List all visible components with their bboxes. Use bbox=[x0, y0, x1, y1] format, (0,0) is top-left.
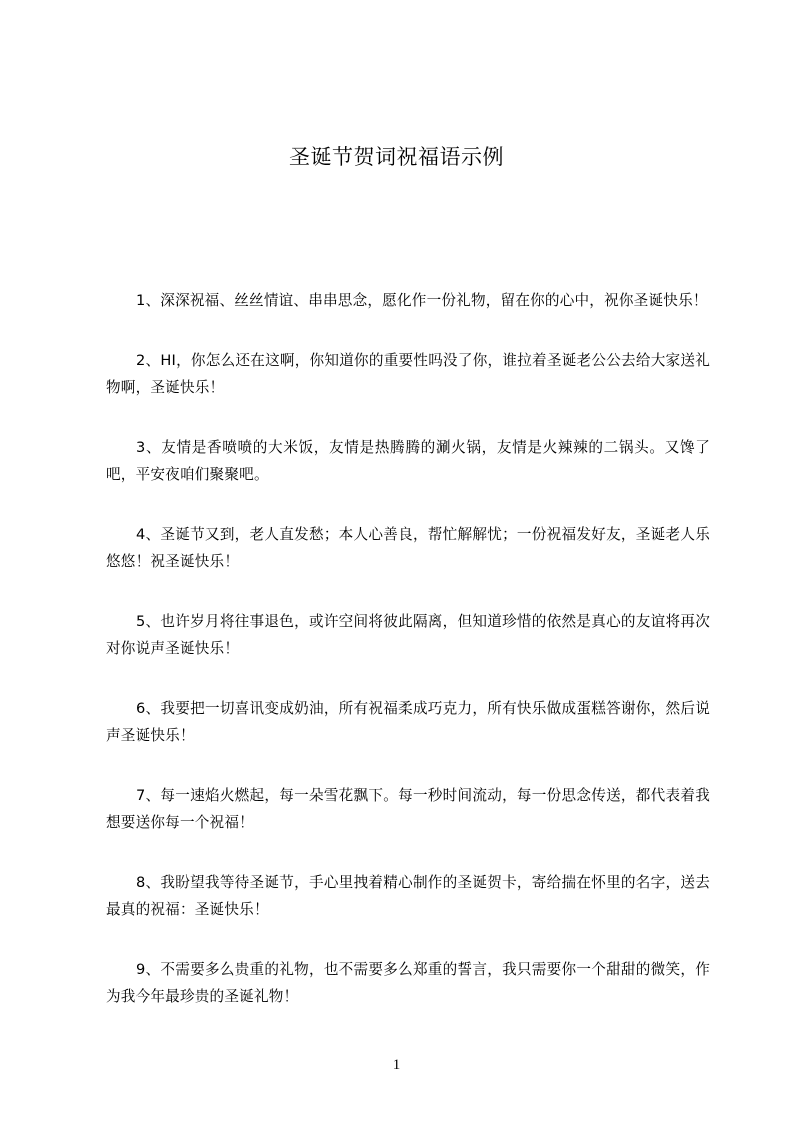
paragraph-9: 9、不需要多么贵重的礼物，也不需要多么郑重的誓言，我只需要你一个甜甜的微笑，作为我今年最珍贵的圣诞礼物！ bbox=[106, 961, 710, 1005]
paragraph-6: 6、我要把一切喜讯变成奶油，所有祝福柔成巧克力，所有快乐做成蛋糕答谢你，然后说声圣诞快乐！ bbox=[106, 700, 710, 744]
page-number: 1 bbox=[392, 1057, 401, 1073]
paragraph-7: 7、每一速焰火燃起，每一朵雪花飘下。每一秒时间流动，每一份思念传送，都代表着我想要送你每一个祝福！ bbox=[106, 787, 710, 831]
paragraph-8: 8、我盼望我等待圣诞节，手心里拽着精心制作的圣诞贺卡，寄给揣在怀里的名字，送去最真的祝福：圣诞快乐！ bbox=[106, 874, 710, 918]
paragraph-1: 1、深深祝福、丝丝情谊、串串思念，愿化作一份礼物，留在你的心中，祝你圣诞快乐！ bbox=[136, 292, 708, 309]
document-title: 圣诞节贺词祝福语示例 bbox=[289, 145, 504, 169]
document-body bbox=[106, 287, 710, 1043]
paragraph-5: 5、也许岁月将往事退色，或许空间将彼此隔离，但知道珍惜的依然是真心的友谊将再次对你说声圣诞快乐！ bbox=[106, 613, 710, 657]
paragraph-3: 3、友情是香喷喷的大米饭，友情是热腾腾的涮火锅，友情是火辣辣的二锅头。又馋了吧，平安夜咱们聚聚吧。 bbox=[106, 439, 710, 483]
paragraph-2: 2、HI，你怎么还在这啊，你知道你的重要性吗没了你，谁拉着圣诞老公公去给大家送礼物啊，圣诞快乐！ bbox=[106, 352, 710, 396]
paragraph-4: 4、圣诞节又到，老人直发愁；本人心善良，帮忙解解忧；一份祝福发好友，圣诞老人乐悠悠！祝圣诞快乐！ bbox=[106, 526, 710, 570]
